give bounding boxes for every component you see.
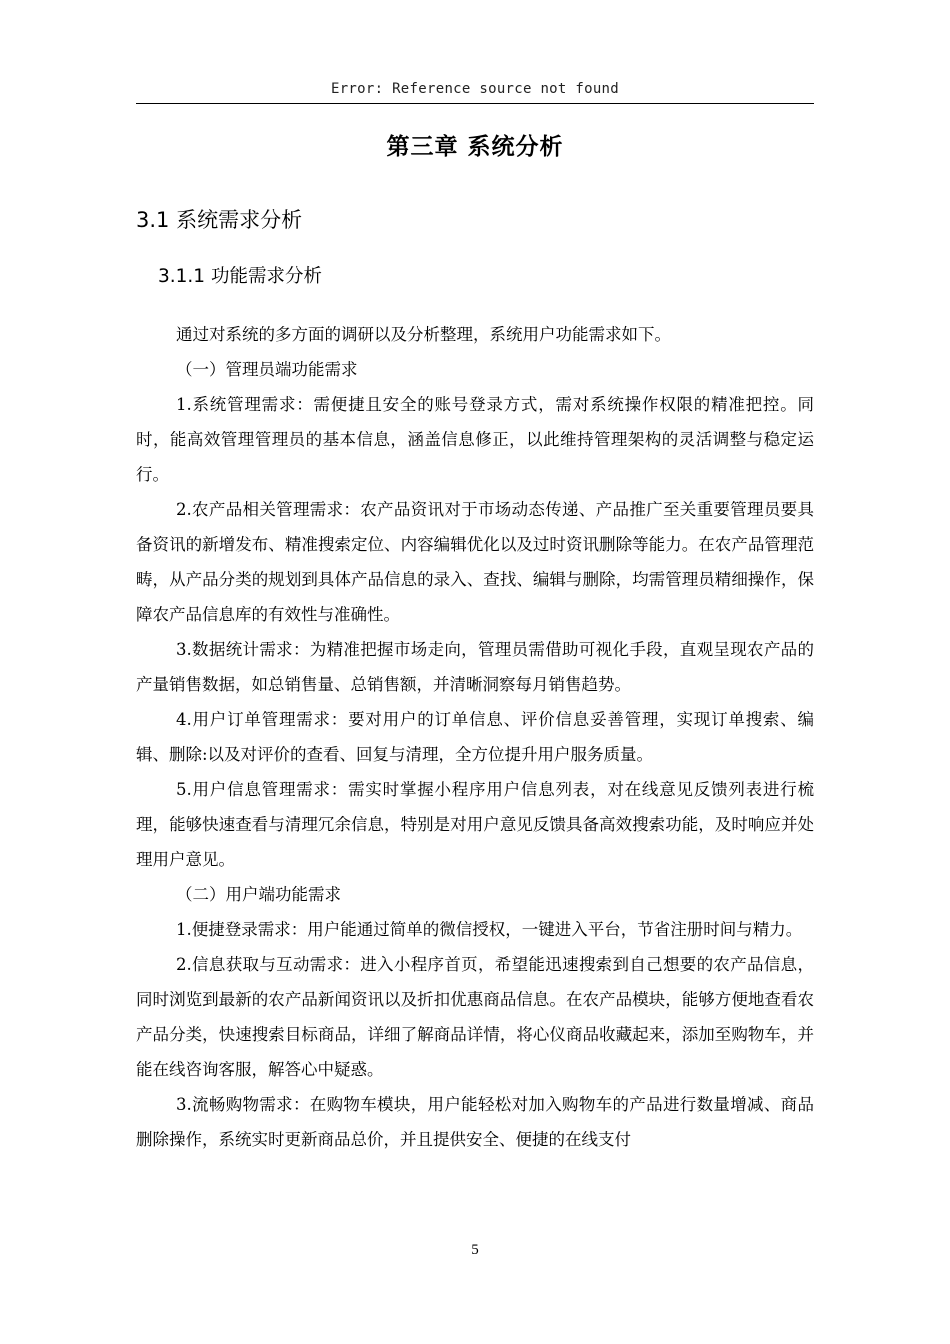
paragraph-intro: 通过对系统的多方面的调研以及分析整理，系统用户功能需求如下。 xyxy=(176,325,671,344)
section-title: 3.1 系统需求分析 xyxy=(136,208,303,232)
paragraph-admin-2: 2.农产品相关管理需求：农产品资讯对于市场动态传递、产品推广至关重要管理员要具备资讯的新增发布、精准搜索定位、内容编辑优化以及过时资讯删除等能力。在农产品管理范畴，从产品分类的规划到具体产品信息的录入、查找、编辑与删除，均需管理员精细操作，保障农产品信息库的有效性与准确性。 xyxy=(136,500,814,624)
paragraph-user-3: 3.流畅购物需求：在购物车模块，用户能轻松对加入购物车的产品进行数量增减、商品删除操作，系统实时更新商品总价，并且提供安全、便捷的在线支付 xyxy=(136,1095,814,1149)
paragraph-admin-4: 4.用户订单管理需求：要对用户的订单信息、评价信息妥善管理，实现订单搜索、编辑、删除:以及对评价的查看、回复与清理，全方位提升用户服务质量。 xyxy=(136,710,814,764)
paragraph-admin-3: 3.数据统计需求：为精准把握市场走向，管理员需借助可视化手段，直观呈现农产品的产量销售数据，如总销售量、总销售额，并清晰洞察每月销售趋势。 xyxy=(136,640,814,694)
paragraph-admin-heading: （一）管理员端功能需求 xyxy=(176,360,358,379)
page-number: 5 xyxy=(471,1242,479,1258)
paragraph-admin-5: 5.用户信息管理需求：需实时掌握小程序用户信息列表，对在线意见反馈列表进行梳理，能够快速查看与清理冗余信息，特别是对用户意见反馈具备高效搜索功能，及时响应并处理用户意见。 xyxy=(136,780,814,869)
header-divider xyxy=(136,103,814,104)
chapter-title: 第三章 系统分析 xyxy=(386,134,564,160)
running-header: Error: Reference source not found xyxy=(330,81,620,97)
paragraph-user-2: 2.信息获取与互动需求：进入小程序首页，希望能迅速搜索到自己想要的农产品信息，同时浏览到最新的农产品新闻资讯以及折扣优惠商品信息。在农产品模块，能够方便地查看农产品分类，快速搜索目标商品，详细了解商品详情，将心仪商品收藏起来，添加至购物车，并能在线咨询客服，解答心中疑惑。 xyxy=(136,955,814,1079)
paragraph-user-1: 1.便捷登录需求：用户能通过简单的微信授权，一键进入平台，节省注册时间与精力。 xyxy=(176,920,803,939)
paragraph-user-heading: （二）用户端功能需求 xyxy=(176,885,341,904)
body-text xyxy=(136,317,814,1157)
subsection-title: 3.1.1 功能需求分析 xyxy=(158,266,322,287)
paragraph-admin-1: 1.系统管理需求：需便捷且安全的账号登录方式，需对系统操作权限的精准把控。同时，能高效管理管理员的基本信息，涵盖信息修正，以此维持管理架构的灵活调整与稳定运行。 xyxy=(136,395,814,484)
